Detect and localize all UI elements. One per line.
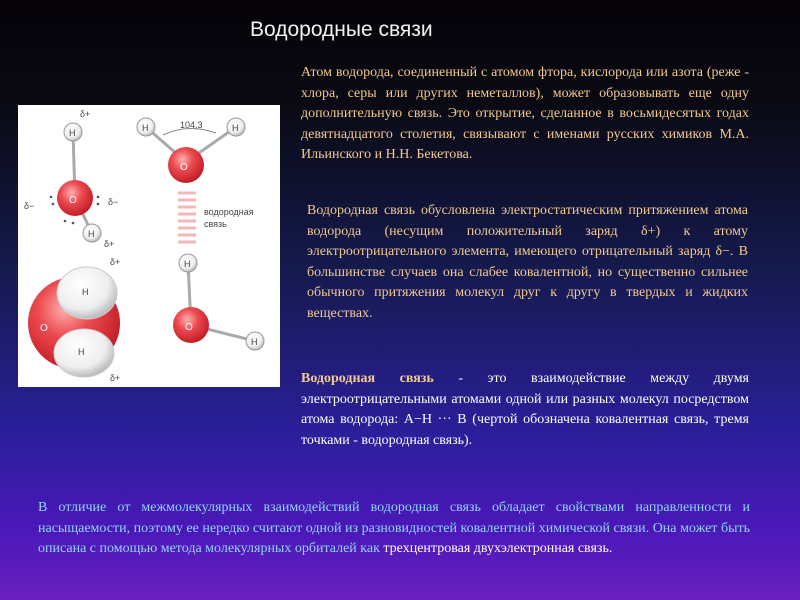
svg-text:H: H <box>232 123 239 133</box>
svg-text:δ+: δ+ <box>80 109 91 119</box>
svg-text:H: H <box>82 287 89 297</box>
svg-text:δ−: δ− <box>24 201 35 211</box>
right-bottom-molecule <box>173 254 264 350</box>
svg-text:O: O <box>185 322 193 333</box>
molecule-illustration <box>18 105 280 387</box>
paragraph-definition <box>301 369 749 451</box>
slide-title: Водородные связи <box>250 18 433 41</box>
svg-text:δ+: δ+ <box>110 257 121 267</box>
svg-text:водородная: водородная <box>204 207 254 217</box>
svg-text:δ+: δ+ <box>104 239 115 249</box>
space-filling-model <box>28 257 120 383</box>
definition-term: Водородная связь <box>301 371 434 386</box>
paragraph-electrostatic: Водородная связь обусловлена электростатическим притяжением атома водорода (несущим положительный заряд δ+) к атому электроотрицательного элемента, имеющего отрицательный заряд δ−. В большинстве случаев она слабее ковалентной, но существенно сильнее обычного притяжения молекул друг к другу в твердых и жидких веществах. <box>307 203 748 321</box>
hydrogen-bond-dashes <box>178 193 196 242</box>
left-ball-stick-molecule <box>24 109 118 249</box>
svg-text:H: H <box>69 128 76 138</box>
svg-text:H: H <box>88 229 95 239</box>
properties-text: В отличие от межмолекулярных взаимодействий водородная связь обладает свойствами направленности и насыщаемости, поэтому ее нередко считают одной из разновидностей ковалентной химической связи. Она может быть описана с помощью метода молекулярных орбиталей как <box>38 500 750 556</box>
svg-text:O: O <box>40 323 48 334</box>
svg-text:H: H <box>142 123 149 133</box>
svg-text:связь: связь <box>204 219 227 229</box>
right-top-molecule <box>137 118 245 183</box>
svg-text:δ−: δ− <box>108 197 119 207</box>
svg-text:δ+: δ+ <box>110 373 121 383</box>
definition-text: - это взаимодействие между двумя электроотрицательными атомами одной или разных молекул посредством атома водорода: A−H ··· B (чертой обозначена ковалентная связь, тремя точками - водородная связь). <box>301 371 749 448</box>
svg-text:O: O <box>180 162 188 173</box>
svg-text:O: O <box>69 195 77 206</box>
paragraph-discovery: Атом водорода, соединенный с атомом фтора, кислорода или азота (реже - хлора, серы или других неметаллов), может образовывать еще одну дополнительную связь. Это открытие, сделанное в восьмидесятых годах девятнадцатого столетия, связывают с именами русских химиков М.А. Ильинского и Н.Н. Бекетова. <box>301 65 749 162</box>
svg-text:H: H <box>251 337 258 347</box>
svg-text:H: H <box>78 347 85 357</box>
paragraph-properties <box>38 498 750 560</box>
properties-term: трехцентровая двухэлектронная связь. <box>383 541 613 556</box>
svg-text:104,3: 104,3 <box>180 120 203 130</box>
water-molecule-diagram <box>18 105 280 387</box>
svg-text:H: H <box>184 259 191 269</box>
